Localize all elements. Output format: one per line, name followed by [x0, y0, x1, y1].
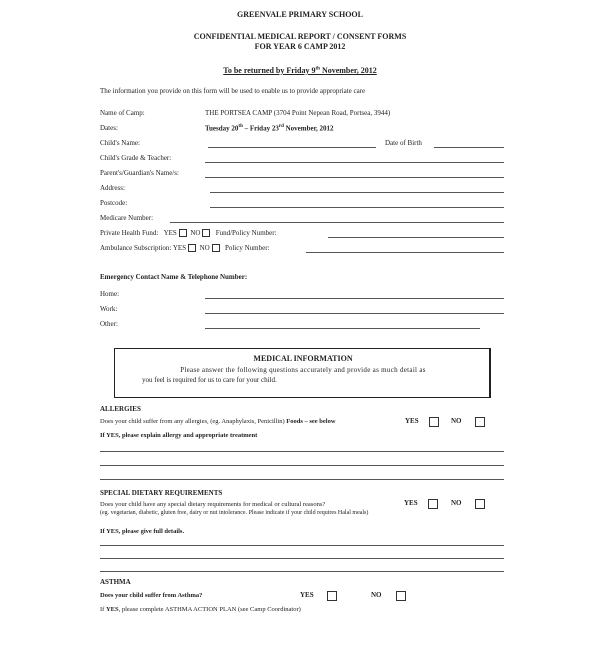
emergency-heading: Emergency Contact Name & Telephone Number: — [100, 273, 248, 281]
ambulance-row — [100, 244, 270, 252]
dietary-details: If YES, please give full details. — [100, 528, 185, 535]
parents-label: Parent's/Guardian's Name/s: — [100, 169, 179, 177]
allergies-line-1[interactable] — [100, 451, 504, 452]
health-fund-yes-checkbox[interactable] — [179, 229, 187, 237]
dietary-yes-label: YES — [404, 499, 418, 507]
medicare-field[interactable] — [170, 222, 504, 223]
grade-field[interactable] — [205, 162, 504, 163]
allergies-yes-label: YES — [405, 417, 419, 425]
allergies-no-checkbox[interactable] — [475, 414, 485, 432]
camp-value: THE PORTSEA CAMP (3704 Point Nepean Road, Portsea, 3944) — [205, 109, 391, 117]
child-name-field[interactable] — [208, 147, 376, 148]
allergies-line-3[interactable] — [100, 479, 504, 480]
dates-value: Tuesday 20th – Friday 23rd November, 2012 — [205, 124, 334, 133]
dietary-heading: SPECIAL DIETARY REQUIREMENTS — [100, 489, 223, 497]
allergies-no-label: NO — [451, 417, 462, 425]
fund-number-field[interactable] — [328, 237, 504, 238]
return-deadline: To be returned by Friday 9th November, 2012 — [223, 66, 377, 75]
ambulance-yes-label: YES — [172, 244, 187, 252]
emergency-home-label: Home: — [100, 290, 120, 298]
dates-label: Dates: — [100, 124, 118, 132]
allergies-line-2[interactable] — [100, 465, 504, 466]
asthma-heading: ASTHMA — [100, 578, 131, 586]
ambulance-yes-checkbox[interactable] — [188, 244, 196, 252]
dob-field[interactable] — [434, 147, 504, 148]
emergency-other-label: Other: — [100, 320, 118, 328]
health-fund-yes-label: YES — [163, 229, 177, 237]
dietary-no-label: NO — [451, 499, 462, 507]
grade-label: Child's Grade & Teacher: — [100, 154, 172, 162]
health-fund-no-label: NO — [190, 229, 201, 237]
allergies-heading: ALLERGIES — [100, 405, 141, 413]
child-name-label: Child's Name: — [100, 139, 140, 147]
parents-field[interactable] — [205, 177, 504, 178]
medicare-label: Medicare Number: — [100, 214, 154, 222]
health-fund-no-checkbox[interactable] — [202, 229, 210, 237]
allergies-question: Does your child suffer from any allergies, (eg. Anaphylaxis, Penicillin) Foods – see below — [100, 418, 336, 425]
emergency-home-field[interactable] — [205, 298, 504, 299]
ambulance-label: Ambulance Subscription: — [100, 244, 172, 252]
medical-information-text-1: Please answer the following questions accurately and provide as much detail as — [180, 366, 426, 374]
dietary-line-2[interactable] — [100, 558, 504, 559]
asthma-question: Does your child suffer from Asthma? — [100, 592, 203, 599]
asthma-action-plan: If YES, please complete ASTHMA ACTION PLAN (see Camp Coordinator) — [100, 606, 301, 613]
medical-information-heading: MEDICAL INFORMATION — [253, 354, 353, 363]
emergency-work-field[interactable] — [205, 313, 504, 314]
policy-number-field[interactable] — [306, 252, 504, 253]
allergies-yes-checkbox[interactable] — [429, 414, 439, 432]
asthma-yes-checkbox[interactable] — [327, 588, 337, 606]
health-fund-row — [100, 229, 277, 237]
emergency-other-field[interactable] — [205, 328, 480, 329]
emergency-work-label: Work: — [100, 305, 118, 313]
intro-text: The information you provide on this form will be used to enable us to provide appropriate care — [100, 87, 366, 95]
form-title: CONFIDENTIAL MEDICAL REPORT / CONSENT FORMS — [193, 32, 407, 41]
allergies-explain: If YES, please explain allergy and appropriate treatment — [100, 432, 258, 439]
policy-number-label: Policy Number: — [224, 244, 270, 252]
address-field[interactable] — [210, 192, 504, 193]
ambulance-no-label: NO — [199, 244, 210, 252]
postcode-field[interactable] — [210, 207, 504, 208]
dietary-yes-checkbox[interactable] — [428, 496, 438, 514]
address-label: Address: — [100, 184, 125, 192]
form-subtitle: FOR YEAR 6 CAMP 2012 — [254, 42, 346, 51]
dietary-question-1: Does your child have any special dietary requirements for medical or cultural reasons? — [100, 501, 326, 508]
dietary-line-3[interactable] — [100, 571, 504, 572]
school-name: GREENVALE PRIMARY SCHOOL — [237, 10, 363, 19]
dietary-no-checkbox[interactable] — [475, 496, 485, 514]
asthma-no-checkbox[interactable] — [396, 588, 406, 606]
dietary-question-2: (eg. vegetarian, diabetic, gluten free, dairy or nut intolerance. Please indicate if your child requires Halal meals) — [100, 510, 369, 516]
ambulance-no-checkbox[interactable] — [212, 244, 220, 252]
medical-information-text-2: you feel is required for us to care for your child. — [142, 376, 277, 384]
fund-number-label: Fund/Policy Number: — [215, 229, 277, 237]
asthma-no-label: NO — [371, 591, 382, 599]
health-fund-label: Private Health Fund: — [100, 229, 159, 237]
asthma-yes-label: YES — [300, 591, 314, 599]
dietary-line-1[interactable] — [100, 545, 504, 546]
postcode-label: Postcode: — [100, 199, 128, 207]
camp-label: Name of Camp: — [100, 109, 145, 117]
dob-label: Date of Birth — [385, 139, 422, 147]
